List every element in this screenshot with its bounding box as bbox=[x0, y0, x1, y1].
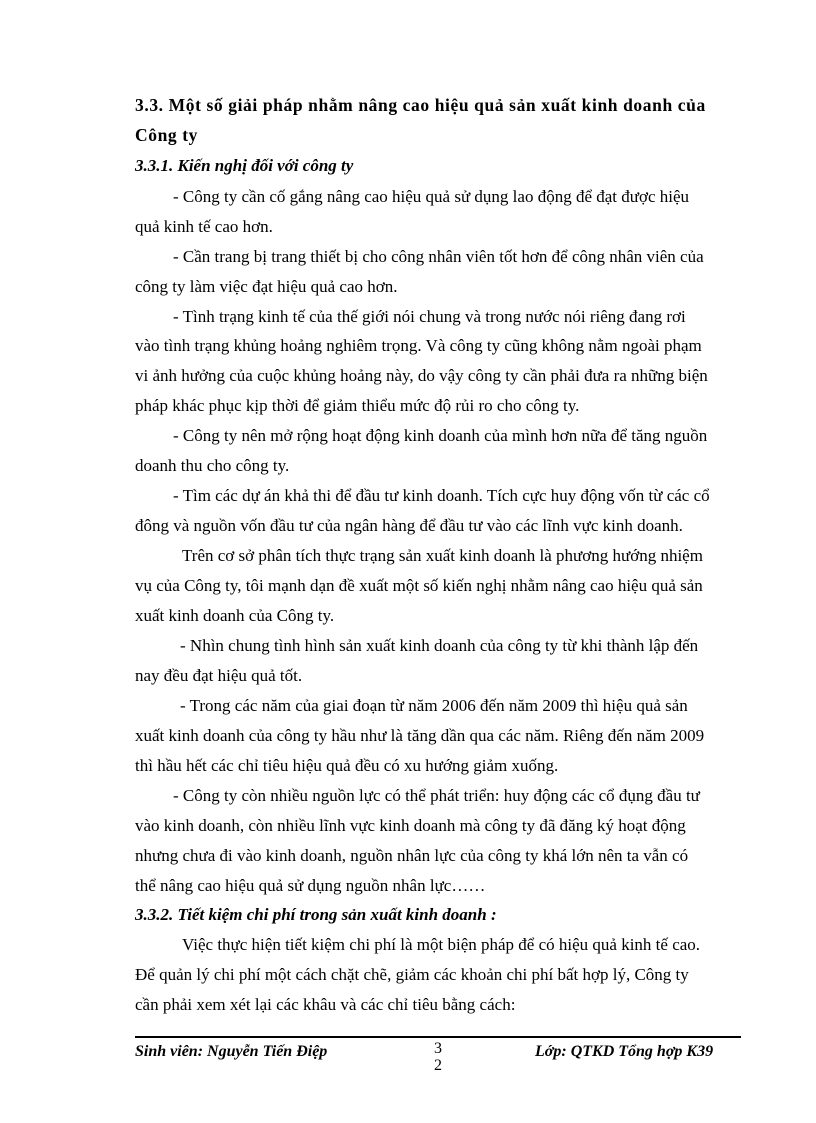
body-line: - Công ty cần cố gắng nâng cao hiệu quả sử dụng lao động để đạt được hiệu bbox=[173, 187, 690, 206]
body-line: quả kinh tế cao hơn. bbox=[135, 217, 273, 236]
body-line: - Công ty nên mở rộng hoạt động kinh doanh của mình hơn nữa để tăng nguồn bbox=[173, 426, 708, 445]
body-line: - Nhìn chung tình hình sản xuất kinh doanh của công ty từ khi thành lập đến bbox=[180, 636, 699, 655]
footer-student-name: Sinh viên: Nguyễn Tiến Điệp bbox=[135, 1043, 328, 1060]
body-line: xuất kinh doanh của công ty hầu như là tăng dần qua các năm. Riêng đến năm 2009 bbox=[135, 726, 705, 745]
body-line: Để quản lý chi phí một cách chặt chẽ, giảm các khoản chi phí bất hợp lý, Công ty bbox=[135, 965, 689, 984]
body-line: cần phải xem xét lại các khâu và các chỉ tiêu bằng cách: bbox=[135, 995, 516, 1014]
footer-rule bbox=[135, 1036, 741, 1038]
body-line: vụ của Công ty, tôi mạnh dạn đề xuất một số kiến nghị nhằm nâng cao hiệu quả sản bbox=[135, 576, 703, 595]
section-heading-line-1: 3.3. Một số giải pháp nhằm nâng cao hiệu quả sản xuất kinh doanh của bbox=[135, 95, 706, 115]
body-line: - Tìm các dự án khả thi để đầu tư kinh doanh. Tích cực huy động vốn từ các cổ bbox=[173, 486, 710, 505]
body-line: nay đều đạt hiệu quả tốt. bbox=[135, 666, 303, 685]
body-line: vào kinh doanh, còn nhiều lĩnh vực kinh doanh mà công ty đã đăng ký hoạt động bbox=[135, 816, 686, 835]
body-line: đông và nguồn vốn đầu tư của ngân hàng để đầu tư vào các lĩnh vực kinh doanh. bbox=[135, 516, 683, 535]
body-line: doanh thu cho công ty. bbox=[135, 456, 290, 475]
body-line: - Trong các năm của giai đoạn từ năm 2006 đến năm 2009 thì hiệu quả sản bbox=[180, 696, 688, 715]
subsection-title-3-3-1: 3.3.1. Kiến nghị đối với công ty bbox=[135, 156, 354, 175]
body-line: - Tình trạng kinh tế của thế giới nói chung và trong nước nói riêng đang rơi bbox=[173, 307, 686, 326]
body-line: nhưng chưa đi vào kinh doanh, nguồn nhân lực của công ty khá lớn nên ta vẫn có bbox=[135, 846, 689, 865]
body-line: - Cần trang bị trang thiết bị cho công nhân viên tốt hơn để công nhân viên của bbox=[173, 247, 704, 266]
body-line: - Công ty còn nhiều nguồn lực có thể phát triển: huy động các cổ đụng đầu tư bbox=[173, 786, 700, 805]
body-line: Trên cơ sở phân tích thực trạng sản xuất kinh doanh là phương hướng nhiệm bbox=[182, 546, 703, 565]
body-line: Việc thực hiện tiết kiệm chi phí là một biện pháp để có hiệu quả kinh tế cao. bbox=[182, 935, 701, 954]
section-heading-line-2: Công ty bbox=[135, 125, 199, 145]
subsection-title-3-3-2: 3.3.2. Tiết kiệm chi phí trong sản xuất kinh doanh : bbox=[135, 905, 497, 924]
footer-page-number-top: 3 bbox=[434, 1040, 442, 1057]
body-line: pháp khác phục kịp thời để giảm thiểu mức độ rủi ro cho công ty. bbox=[135, 396, 580, 415]
body-line: thể nâng cao hiệu quả sử dụng nguồn nhân lực…… bbox=[135, 876, 486, 895]
body-line: vào tình trạng khủng hoảng nghiêm trọng. Và công ty cũng không nằm ngoài phạm bbox=[135, 336, 702, 355]
body-line: công ty làm việc đạt hiệu quả cao hơn. bbox=[135, 277, 398, 296]
body-line: vi ảnh hưởng của cuộc khủng hoảng này, do vậy công ty cần phải đưa ra những biện bbox=[135, 366, 708, 385]
body-line: thì hầu hết các chỉ tiêu hiệu quả đều có xu hướng giảm xuống. bbox=[135, 756, 559, 775]
footer-page-number-bottom: 2 bbox=[434, 1057, 442, 1074]
footer-class-name: Lớp: QTKD Tổng hợp K39 bbox=[535, 1043, 714, 1060]
body-line: xuất kinh doanh của Công ty. bbox=[135, 606, 335, 625]
